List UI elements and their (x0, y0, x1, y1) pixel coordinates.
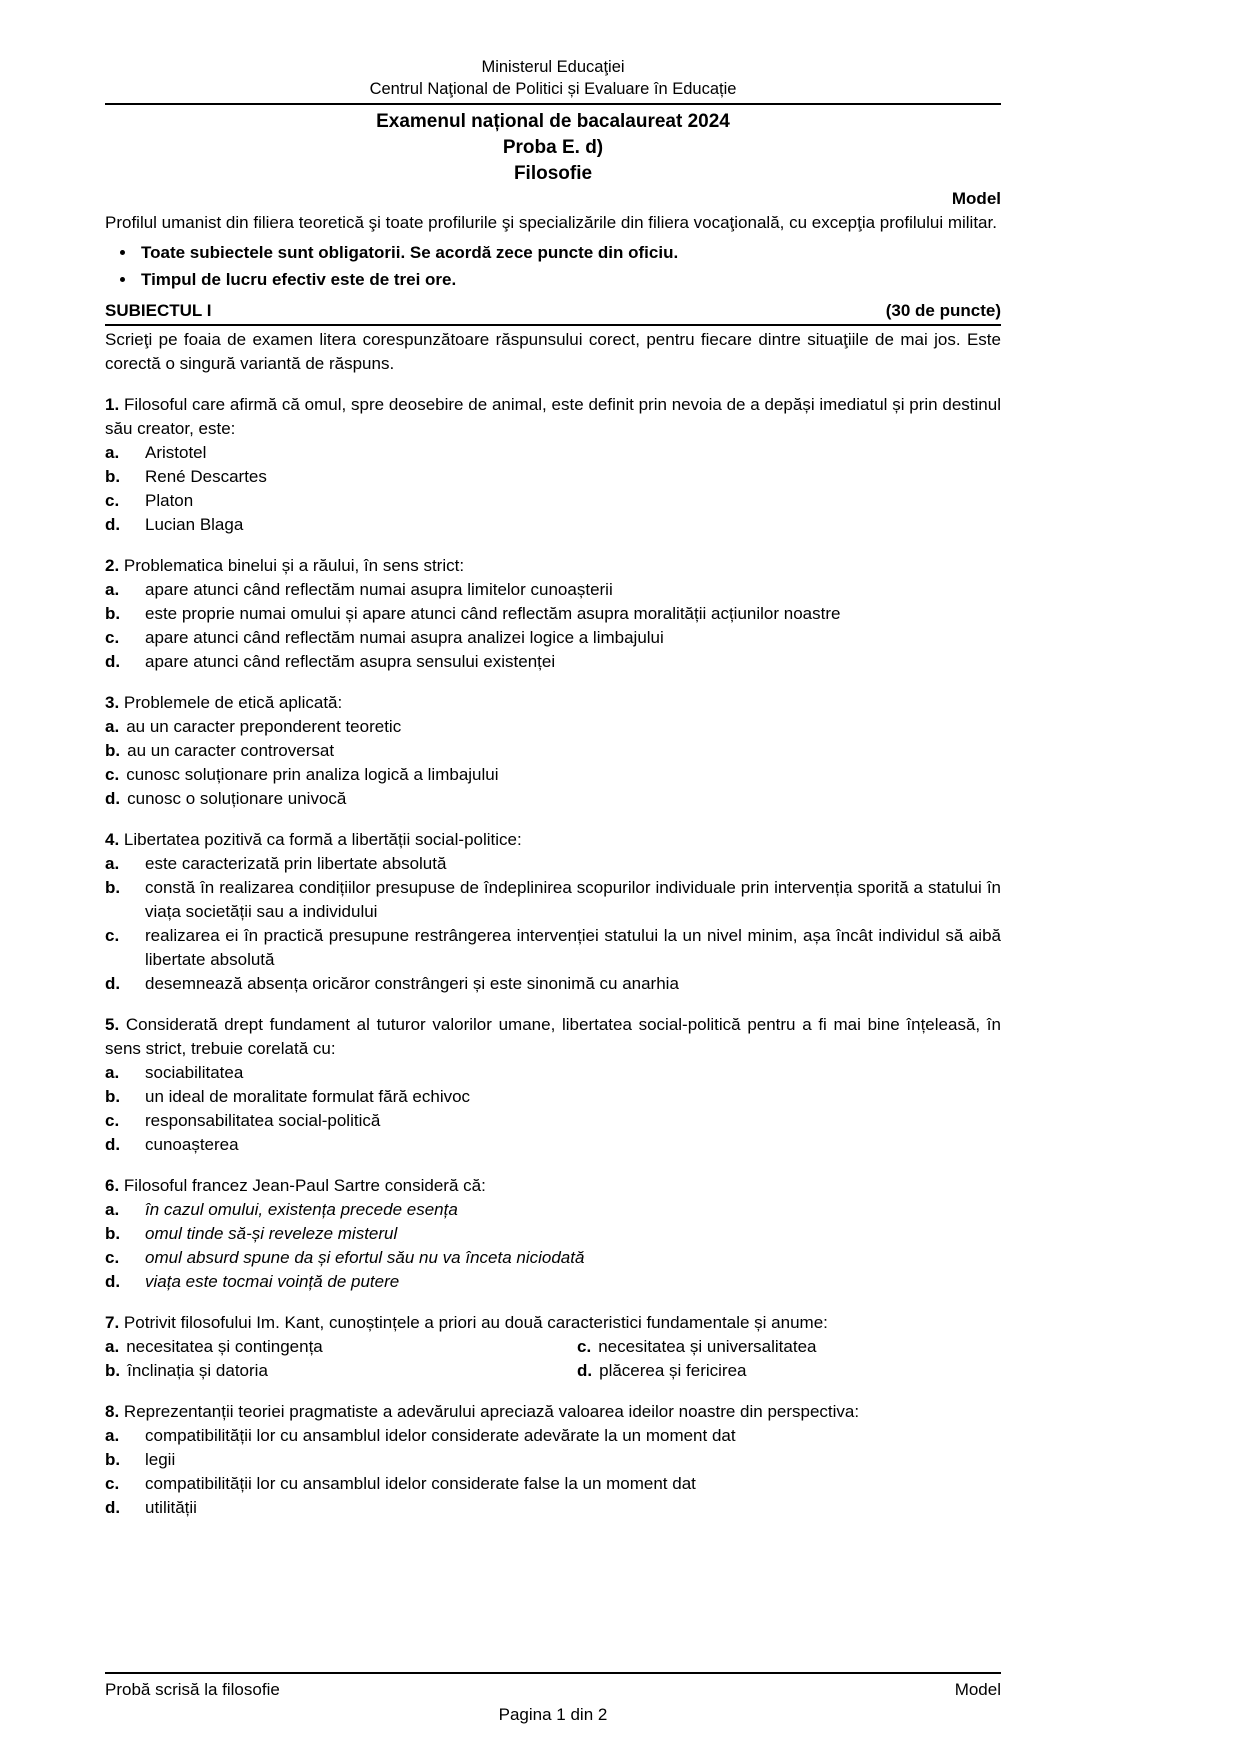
page-footer (105, 1672, 1001, 1728)
option-letter: b. (105, 1361, 121, 1380)
header-divider (105, 103, 1001, 105)
answer-option (105, 626, 1001, 650)
option-text: au un caracter preponderent teoretic (126, 717, 402, 736)
option-text: cunosc o soluționare univocă (127, 789, 347, 808)
question-4 (105, 828, 1001, 996)
question-text: Problematica binelui și a răului, în sens strict: (123, 556, 465, 575)
question-text: Problemele de etică aplicată: (123, 693, 343, 712)
question-text: Filosoful francez Jean-Paul Sartre consideră că: (123, 1176, 486, 1195)
option-text: un ideal de moralitate formulat fără echivoc (145, 1087, 471, 1106)
section-title: SUBIECTUL I (105, 301, 212, 320)
option-letter: a. (105, 717, 120, 736)
option-text: apare atunci când reflectăm numai asupra limitelor cunoașterii (145, 580, 613, 599)
options-two-column (105, 1335, 1001, 1383)
answer-option (105, 739, 1001, 763)
option-letter: d. (105, 652, 121, 671)
model-label: Model (951, 189, 1001, 208)
option-text: René Descartes (145, 467, 267, 486)
question-text: Reprezentanții teoriei pragmatiste a adevărului apreciază valoarea ideilor noastre din perspectiva: (123, 1402, 860, 1421)
question-stem (105, 554, 1001, 578)
question-stem (105, 393, 1001, 441)
question-1 (105, 393, 1001, 537)
answer-option (105, 441, 1001, 465)
question-8 (105, 1400, 1001, 1520)
option-letter: d. (105, 974, 121, 993)
option-letter: c. (105, 926, 120, 945)
answer-option (105, 924, 1001, 972)
option-text: cunosc soluționare prin analiza logică a limbajului (126, 765, 499, 784)
option-letter: c. (577, 1337, 592, 1356)
option-letter: b. (105, 878, 121, 897)
option-letter: d. (105, 1498, 121, 1517)
option-text: cunoașterea (145, 1135, 239, 1154)
center-name: Centrul Naţional de Politici și Evaluare în Educație (369, 80, 737, 98)
option-text: constă în realizarea condițiilor presupuse de îndeplinirea scopurilor individuale prin intervenția sporită a statului în viața societății sau a individului (145, 878, 1001, 921)
bullet-item: • Timpul de lucru efectiv este de trei ore. (137, 266, 1001, 293)
answer-option (105, 650, 1001, 674)
option-text: plăcerea și fericirea (599, 1361, 747, 1380)
option-text: realizarea ei în practică presupune restrângerea intervenției statului la un nivel minim, așa încât individul să aibă libertate absolută (145, 926, 1001, 969)
option-letter: c. (105, 1248, 120, 1267)
footer-divider (105, 1672, 1001, 1674)
option-letter: d. (105, 1135, 121, 1154)
question-5 (105, 1013, 1001, 1157)
answer-option (105, 1133, 1001, 1157)
question-6 (105, 1174, 1001, 1294)
option-letter: b. (105, 741, 121, 760)
document-content (105, 56, 1001, 1520)
instructions-list (105, 239, 1001, 293)
option-text: legii (145, 1450, 176, 1469)
option-letter: d. (105, 1272, 121, 1291)
section-points: (30 de puncte) (885, 301, 1001, 320)
footer-page-number: Pagina 1 din 2 (498, 1705, 608, 1724)
question-number: 1. (105, 395, 120, 414)
answer-option (105, 602, 1001, 626)
question-text: Potrivit filosofului Im. Kant, cunoștințele a priori au două caracteristici fundamentale și anume: (123, 1313, 828, 1332)
question-3 (105, 691, 1001, 811)
option-text: responsabilitatea social-politică (145, 1111, 381, 1130)
option-letter: a. (105, 1426, 120, 1445)
answer-option (105, 1061, 1001, 1085)
option-text: Aristotel (145, 443, 207, 462)
option-text: apare atunci când reflectăm numai asupra analizei logice a limbajului (145, 628, 664, 647)
answer-option (105, 1359, 577, 1383)
question-number: 4. (105, 830, 120, 849)
option-text: apare atunci când reflectăm asupra sensului existenței (145, 652, 556, 671)
option-text: viața este tocmai voință de putere (145, 1272, 400, 1291)
option-letter: a. (105, 1063, 120, 1082)
footer-document-name: Probă scrisă la filosofie (105, 1680, 280, 1699)
exam-title: Examenul național de bacalaureat 2024 (376, 111, 730, 132)
question-number: 7. (105, 1313, 120, 1332)
answer-option (105, 513, 1001, 537)
option-letter: c. (105, 491, 120, 510)
option-text: în cazul omului, existența precede esența (145, 1200, 458, 1219)
question-number: 8. (105, 1402, 120, 1421)
answer-option (105, 1270, 1001, 1294)
answer-option (105, 1448, 1001, 1472)
option-text: înclinația și datoria (127, 1361, 268, 1380)
section-header (105, 299, 1001, 326)
option-text: utilității (145, 1498, 197, 1517)
option-text: desemnează absența oricăror constrângeri și este sinonimă cu anarhia (145, 974, 679, 993)
answer-option (105, 876, 1001, 924)
question-number: 3. (105, 693, 120, 712)
question-stem (105, 1174, 1001, 1198)
option-text: sociabilitatea (145, 1063, 244, 1082)
answer-option (105, 1246, 1001, 1270)
answer-option (105, 578, 1001, 602)
question-number: 2. (105, 556, 120, 575)
answer-option (105, 852, 1001, 876)
answer-option (577, 1359, 1001, 1383)
option-letter: b. (105, 1087, 121, 1106)
question-text: Libertatea pozitivă ca formă a libertății social-politice: (123, 830, 522, 849)
answer-option (105, 1085, 1001, 1109)
option-letter: b. (105, 1450, 121, 1469)
question-text: Considerată drept fundament al tuturor valorilor umane, libertatea social-politică pentru a fi mai bine înțeleasă, în sens strict, trebuie corelată cu: (105, 1015, 1001, 1058)
question-stem (105, 1400, 1001, 1424)
option-letter: b. (105, 467, 121, 486)
answer-option (105, 1198, 1001, 1222)
option-text: compatibilității lor cu ansamblul idelor considerate adevărate la un moment dat (145, 1426, 736, 1445)
option-text: este caracterizată prin libertate absolută (145, 854, 447, 873)
answer-option (105, 972, 1001, 996)
question-stem (105, 691, 1001, 715)
option-letter: a. (105, 1337, 120, 1356)
option-letter: d. (105, 789, 121, 808)
question-stem (105, 828, 1001, 852)
option-text: necesitatea și contingența (126, 1337, 323, 1356)
bullet-item: • Toate subiectele sunt obligatorii. Se acordă zece puncte din oficiu. (137, 239, 1001, 266)
exam-subject: Filosofie (513, 163, 593, 184)
option-letter: a. (105, 443, 120, 462)
section-instructions: Scrieţi pe foaia de examen litera corespunzătoare răspunsului corect, pentru fiecare dintre situaţiile de mai jos. Este corectă o singură variantă de răspuns. (105, 330, 1001, 373)
option-text: este proprie numai omului și apare atunci când reflectăm asupra moralității acțiunilor noastre (145, 604, 841, 623)
footer-row (105, 1678, 1001, 1702)
option-letter: b. (105, 1224, 121, 1243)
question-number: 6. (105, 1176, 120, 1195)
question-7 (105, 1311, 1001, 1383)
option-letter: a. (105, 854, 120, 873)
answer-option (105, 1496, 1001, 1520)
option-letter: d. (105, 515, 121, 534)
option-text: Lucian Blaga (145, 515, 244, 534)
question-stem (105, 1013, 1001, 1061)
option-text: omul absurd spune da și efortul său nu va înceta niciodată (145, 1248, 585, 1267)
ministry-name: Ministerul Educaţiei (481, 58, 625, 76)
answer-option (105, 763, 1001, 787)
option-text: au un caracter controversat (127, 741, 335, 760)
answer-option (105, 465, 1001, 489)
option-text: Platon (145, 491, 194, 510)
question-text: Filosoful care afirmă că omul, spre deosebire de animal, este definit prin nevoia de a depăși imediatul și prin destinul său creator, este: (105, 395, 1001, 438)
answer-option (105, 1424, 1001, 1448)
option-letter: b. (105, 604, 121, 623)
option-letter: c. (105, 765, 120, 784)
answer-option (105, 1109, 1001, 1133)
answer-option (105, 1472, 1001, 1496)
option-letter: c. (105, 1111, 120, 1130)
answer-option (105, 715, 1001, 739)
option-text: omul tinde să-și reveleze misterul (145, 1224, 398, 1243)
option-letter: c. (105, 1474, 120, 1493)
profile-paragraph: Profilul umanist din filiera teoretică şi toate profilurile şi specializările din filiera vocaţională, cu excepţia profilului militar. (105, 213, 997, 232)
question-stem (105, 1311, 1001, 1335)
option-letter: d. (577, 1361, 593, 1380)
option-text: necesitatea și universalitatea (598, 1337, 817, 1356)
option-text: compatibilității lor cu ansamblul idelor considerate false la un moment dat (145, 1474, 696, 1493)
option-letter: a. (105, 580, 120, 599)
answer-option (105, 489, 1001, 513)
answer-option (105, 1222, 1001, 1246)
option-letter: c. (105, 628, 120, 647)
option-letter: a. (105, 1200, 120, 1219)
answer-option (105, 1335, 577, 1359)
exam-proba: Proba E. d) (502, 137, 604, 158)
answer-option (577, 1335, 1001, 1359)
answer-option (105, 787, 1001, 811)
question-2 (105, 554, 1001, 674)
question-number: 5. (105, 1015, 120, 1034)
footer-model-label: Model (954, 1680, 1001, 1699)
